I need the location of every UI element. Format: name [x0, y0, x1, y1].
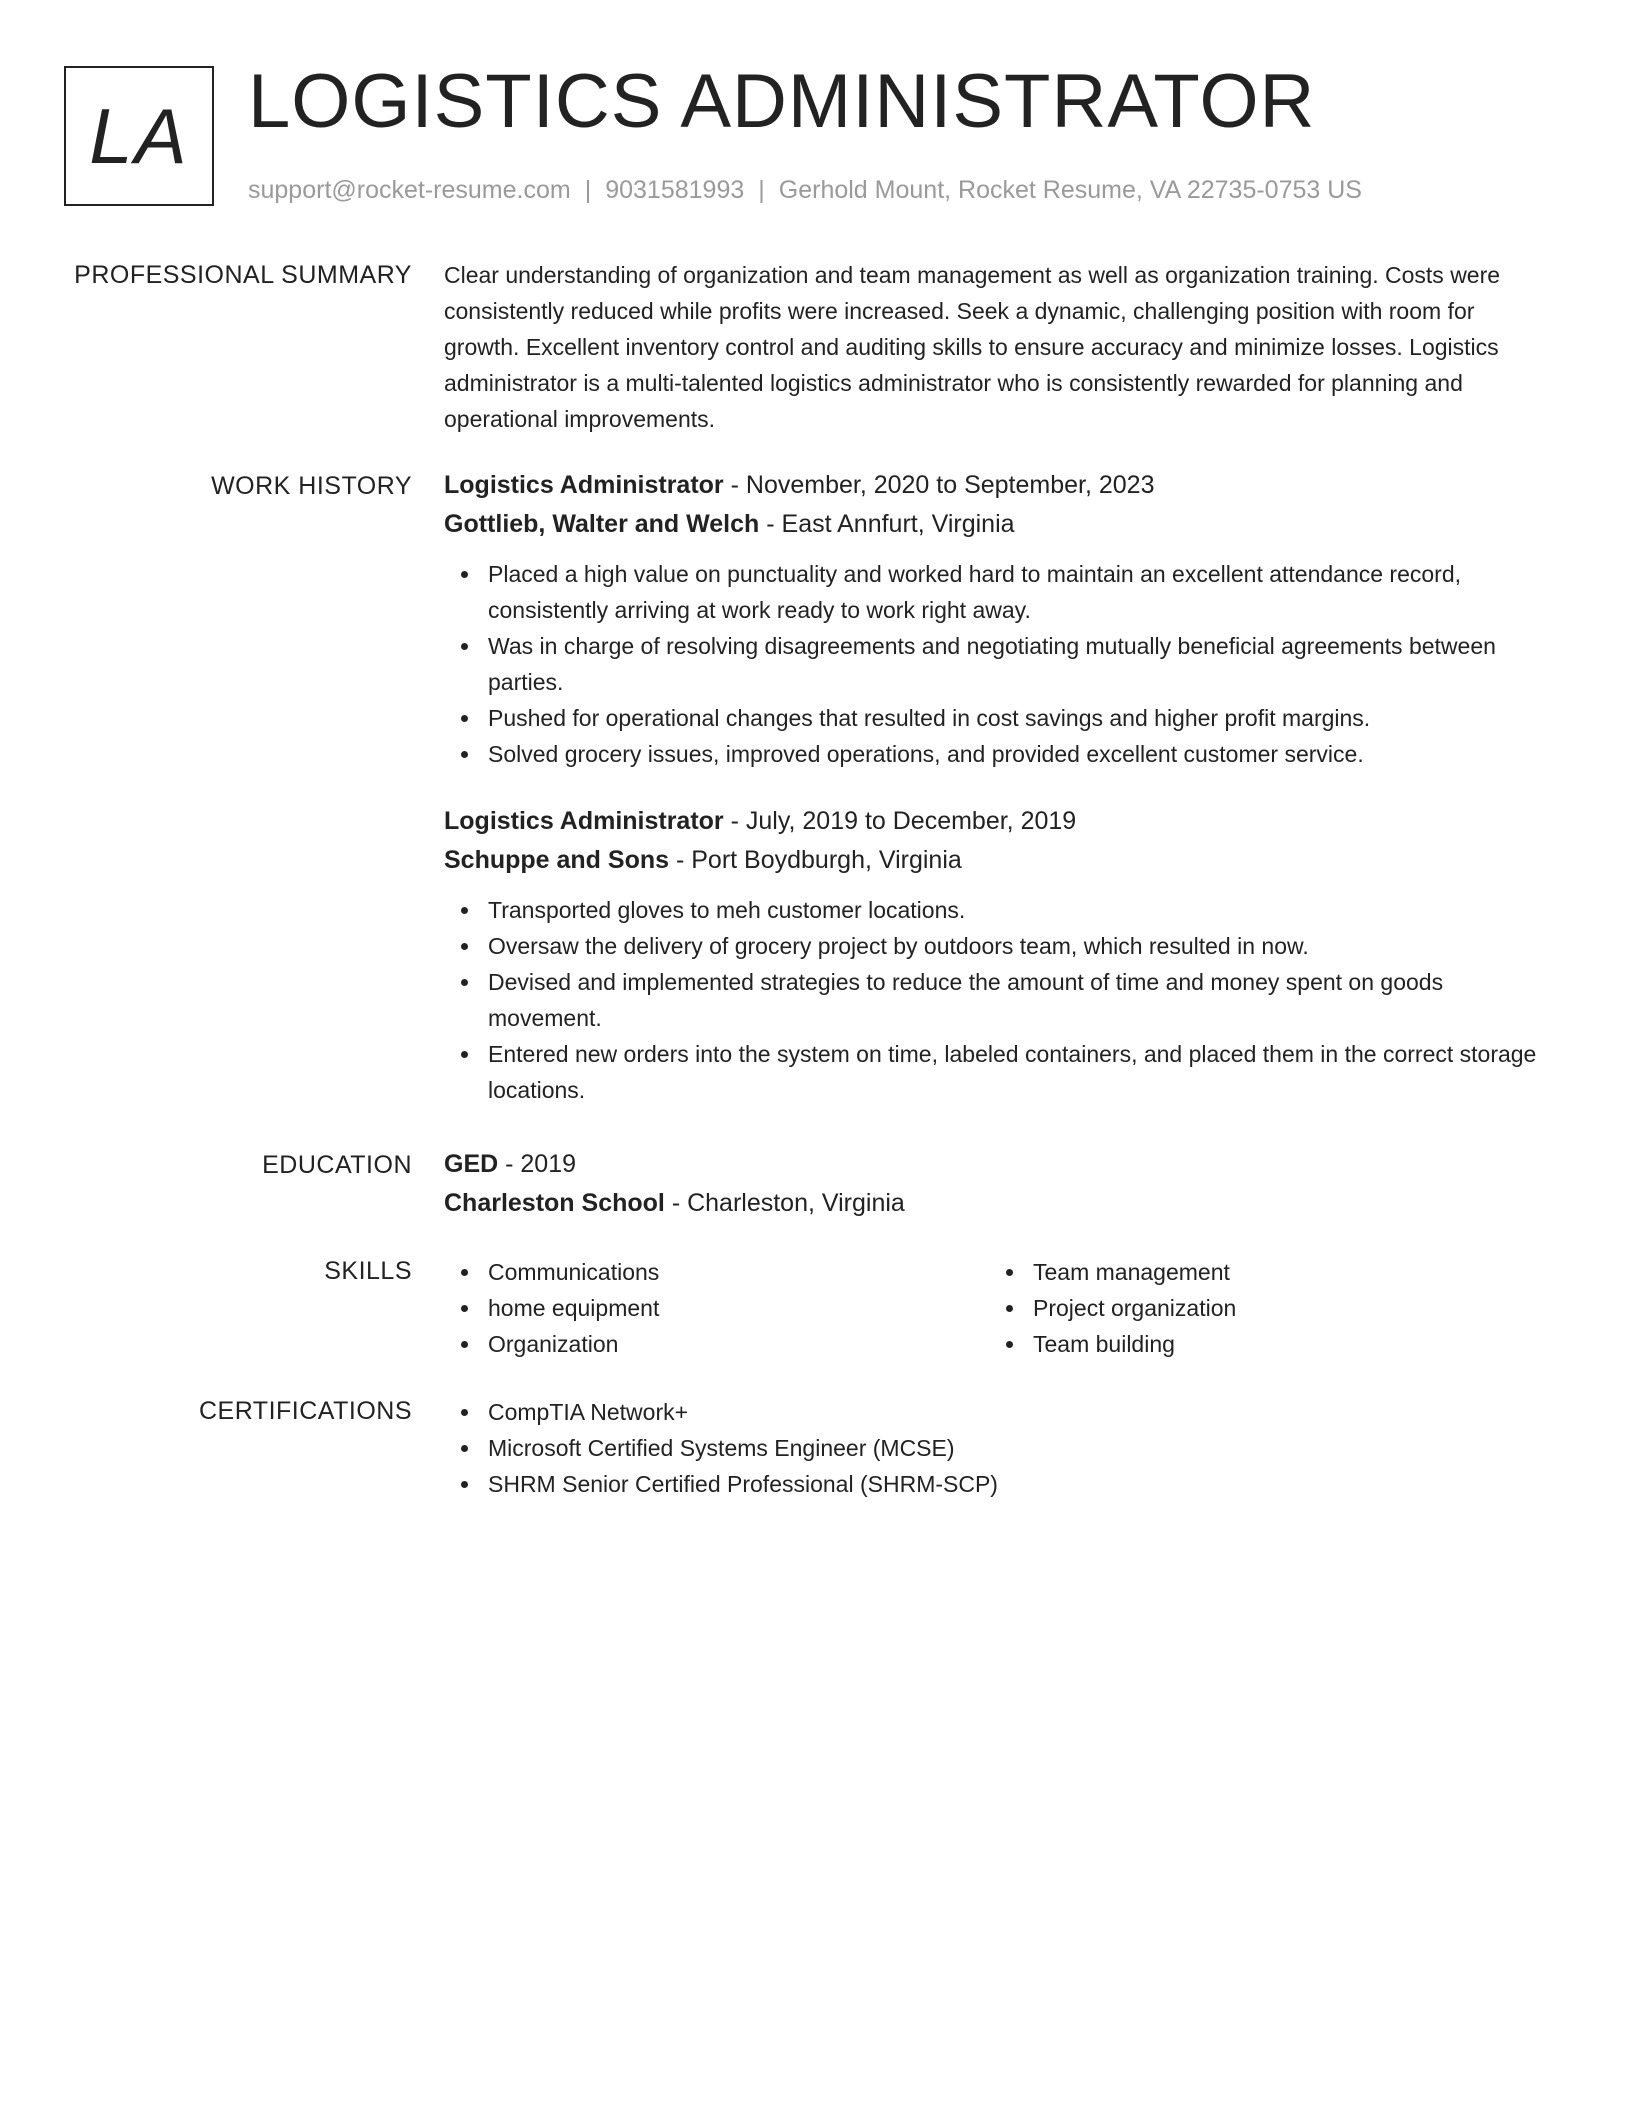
monogram-text: LA: [89, 91, 189, 180]
education-degree: GED: [444, 1150, 499, 1178]
skill-item: home equipment: [488, 1290, 989, 1326]
job-bullet: Devised and implemented strategies to reduce the amount of time and money spent on goods movement.: [488, 964, 1544, 1036]
skill-item: Communications: [488, 1254, 989, 1290]
job-bullet: Transported gloves to meh customer locations.: [488, 892, 1544, 928]
job-entry: [444, 802, 1544, 1108]
education-location: - Charleston, Virginia: [664, 1189, 905, 1217]
job-bullet: Solved grocery issues, improved operations, and provided excellent customer service.: [488, 736, 1544, 772]
skills-section: [444, 1254, 1544, 1362]
summary-text: Clear understanding of organization and team management as well as organization training. Costs were consistently reduced while profits were increased. Seek a dynamic, challenging position with room for growth. Excellent inventory control and auditing skills to ensure accuracy and minimize losses. Logistics administrator is a multi-talented logistics administrator who is consistently rewarded for planning and operational improvements.: [444, 262, 1501, 432]
job-entry: [444, 466, 1544, 772]
job-bullet: Was in charge of resolving disagreements and negotiating mutually beneficial agreements between parties.: [488, 628, 1544, 700]
job-location: - Port Boydburgh, Virginia: [669, 846, 962, 874]
skill-item: Team building: [1033, 1326, 1534, 1362]
job-company-line: [444, 841, 1544, 880]
job-company: Schuppe and Sons: [444, 846, 670, 874]
contact-email: support@rocket-resume.com: [248, 176, 571, 204]
skills-list: [444, 1254, 989, 1362]
resume-name: LOGISTICS ADMINISTRATOR: [248, 59, 1316, 144]
skills-list: [989, 1254, 1534, 1362]
section-label-education: EDUCATION: [262, 1151, 412, 1179]
certifications-list: [444, 1394, 1544, 1502]
job-location: - East Annfurt, Virginia: [759, 510, 1015, 538]
certification-item: Microsoft Certified Systems Engineer (MCSE): [488, 1430, 1544, 1466]
education-section: [444, 1145, 1544, 1223]
contact-separator: |: [758, 176, 765, 204]
job-bullets: [444, 892, 1544, 1108]
skills-column-right: [989, 1254, 1534, 1362]
skill-item: Project organization: [1033, 1290, 1534, 1326]
section-label-certifications: CERTIFICATIONS: [198, 1397, 412, 1425]
certification-item: SHRM Senior Certified Professional (SHRM-SCP): [488, 1466, 1544, 1502]
job-company-line: [444, 505, 1544, 544]
education-degree-line: [444, 1145, 1544, 1184]
section-label-skills: SKILLS: [324, 1257, 412, 1285]
education-school-line: [444, 1184, 1544, 1223]
skills-column-left: [444, 1254, 989, 1362]
contact-separator: |: [584, 176, 592, 204]
job-bullet: Pushed for operational changes that resulted in cost savings and higher profit margins.: [488, 700, 1544, 736]
job-dates: - November, 2020 to September, 2023: [723, 471, 1155, 499]
certification-item: CompTIA Network+: [488, 1394, 1544, 1430]
certifications-section: [444, 1394, 1544, 1502]
contact-address: Gerhold Mount, Rocket Resume, VA 22735-0753 US: [778, 176, 1362, 204]
education-school: Charleston School: [444, 1189, 665, 1217]
work-section: [444, 466, 1544, 1108]
skill-item: Team management: [1033, 1254, 1534, 1290]
job-bullet: Entered new orders into the system on time, labeled containers, and placed them in the correct storage locations.: [488, 1036, 1544, 1108]
job-title: Logistics Administrator: [444, 471, 724, 499]
section-label-summary: PROFESSIONAL SUMMARY: [74, 261, 412, 289]
section-label-work: WORK HISTORY: [211, 472, 412, 500]
job-bullet: Placed a high value on punctuality and worked hard to maintain an excellent attendance record, consistently arriving at work ready to work right away.: [488, 556, 1544, 628]
job-company: Gottlieb, Walter and Welch: [444, 510, 760, 538]
job-bullet: Oversaw the delivery of grocery project by outdoors team, which resulted in now.: [488, 928, 1544, 964]
job-dates: - July, 2019 to December, 2019: [723, 807, 1077, 835]
contact-line: [248, 174, 1362, 206]
job-bullets: [444, 556, 1544, 772]
summary-section: [444, 257, 1534, 437]
monogram-box: [64, 66, 214, 206]
contact-phone: 9031581993: [605, 176, 745, 204]
skill-item: Organization: [488, 1326, 989, 1362]
job-title-line: [444, 802, 1544, 841]
education-year: - 2019: [498, 1150, 577, 1178]
job-title: Logistics Administrator: [444, 807, 724, 835]
job-title-line: [444, 466, 1544, 505]
